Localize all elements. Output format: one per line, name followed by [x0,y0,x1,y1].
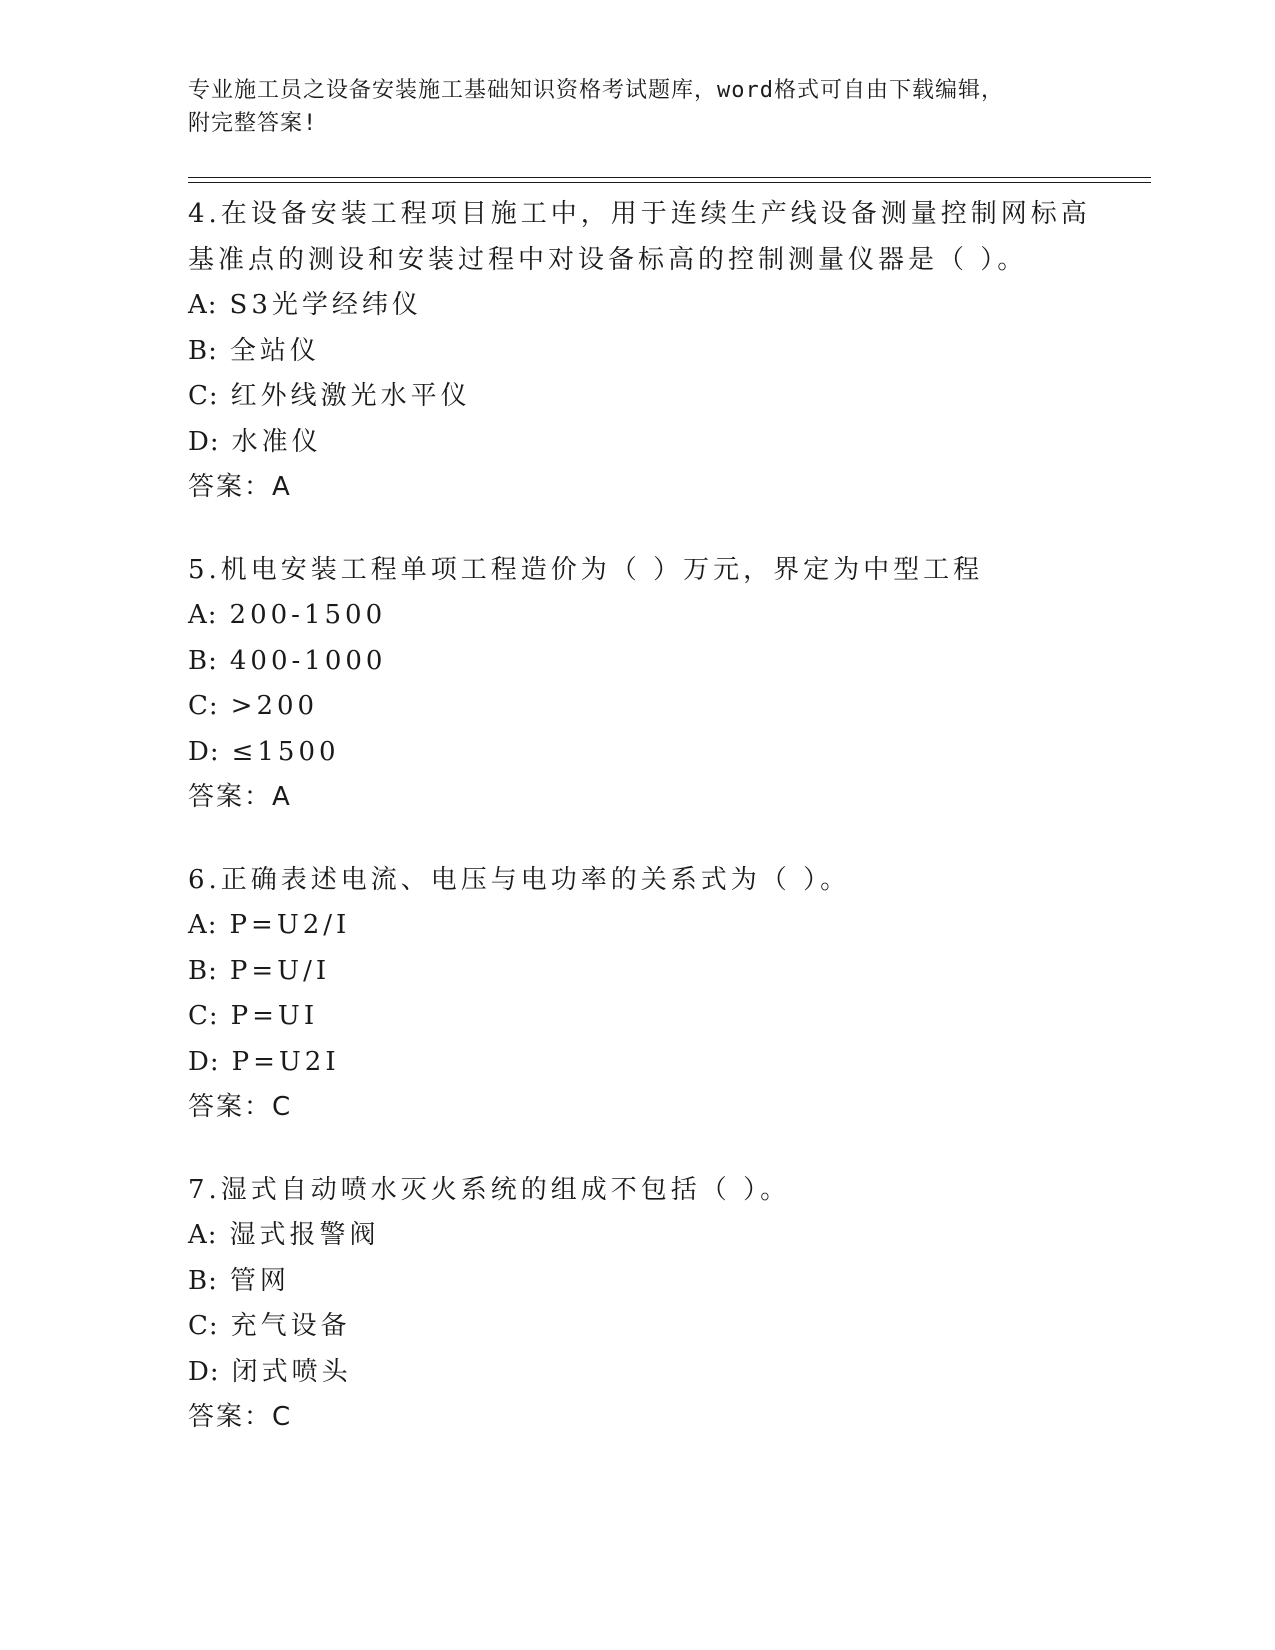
option-text: P=U2/I [229,910,351,940]
option-b [188,639,1108,685]
question-stem: 基准点的测设和安装过程中对设备标高的控制测量仪器是（ ）。 [188,244,1028,275]
question-stem: 7.湿式自动喷水灭火系统的组成不包括（ ）。 [188,1174,791,1205]
header-line-1: 专业施工员之设备安装施工基础知识资格考试题库，word格式可自由下载编辑， [188,78,1004,103]
option-text: 湿式报警阀 [229,1220,380,1250]
answer-line: 答案：A [188,472,292,502]
option-a [188,903,1108,949]
option-text: 管网 [229,1265,290,1296]
option-label: A: [188,600,218,630]
question-stem: 4.在设备安装工程项目施工中，用于连续生产线设备测量控制网标高 [188,199,1091,229]
answer-line: 答案：C [188,1402,293,1432]
option-text: 红外线激光水平仪 [230,381,471,411]
header-divider-top [188,177,1151,178]
option-label: C: [188,1311,219,1341]
option-b [188,949,1108,995]
option-text: P=UI [230,1001,319,1031]
question-5 [188,548,1108,821]
option-label: C: [188,691,219,721]
question-6 [188,858,1108,1131]
question-stem: 5.机电安装工程单项工程造价为（ ）万元，界定为中型工程 [188,554,984,585]
option-label: D: [188,1356,220,1387]
option-text: 全站仪 [229,335,320,366]
option-text: 水准仪 [231,426,322,457]
option-label: B: [188,335,218,366]
option-c [188,994,1108,1040]
document-header [188,74,1088,140]
option-c [188,374,1108,420]
option-d [188,1040,1108,1086]
option-label: A: [188,910,218,940]
option-label: B: [188,1265,218,1296]
option-label: D: [188,1046,220,1077]
option-c [188,1304,1108,1350]
option-text: P=U/I [229,955,331,986]
question-7 [188,1168,1108,1441]
option-text: >200 [230,691,319,721]
option-d [188,420,1108,466]
option-label: B: [188,645,218,676]
option-label: C: [188,1001,219,1031]
option-a [188,1213,1108,1259]
header-divider-bottom [188,182,1151,183]
option-text: 200-1500 [229,600,387,630]
option-label: D: [188,736,220,767]
option-label: B: [188,955,218,986]
option-b [188,1259,1108,1305]
answer-line: 答案：C [188,1092,293,1122]
option-a [188,593,1108,639]
question-stem: 6.正确表述电流、电压与电功率的关系式为（ ）。 [188,864,851,895]
option-label: C: [188,381,219,411]
option-label: D: [188,426,220,457]
option-text: 充气设备 [230,1311,351,1341]
option-c [188,684,1108,730]
option-label: A: [188,290,218,320]
header-line-2: 附完整答案! [188,111,318,136]
option-text: 闭式喷头 [231,1356,352,1387]
option-text: ≤1500 [231,736,340,767]
option-d [188,730,1108,776]
answer-line: 答案：A [188,782,292,812]
question-list [188,192,1108,1478]
option-text: 400-1000 [229,645,387,676]
option-text: S3光学经纬仪 [229,290,422,320]
question-4 [188,192,1108,511]
option-label: A: [188,1220,218,1250]
option-b [188,329,1108,375]
option-d [188,1350,1108,1396]
option-a [188,283,1108,329]
option-text: P=U2I [231,1046,340,1077]
